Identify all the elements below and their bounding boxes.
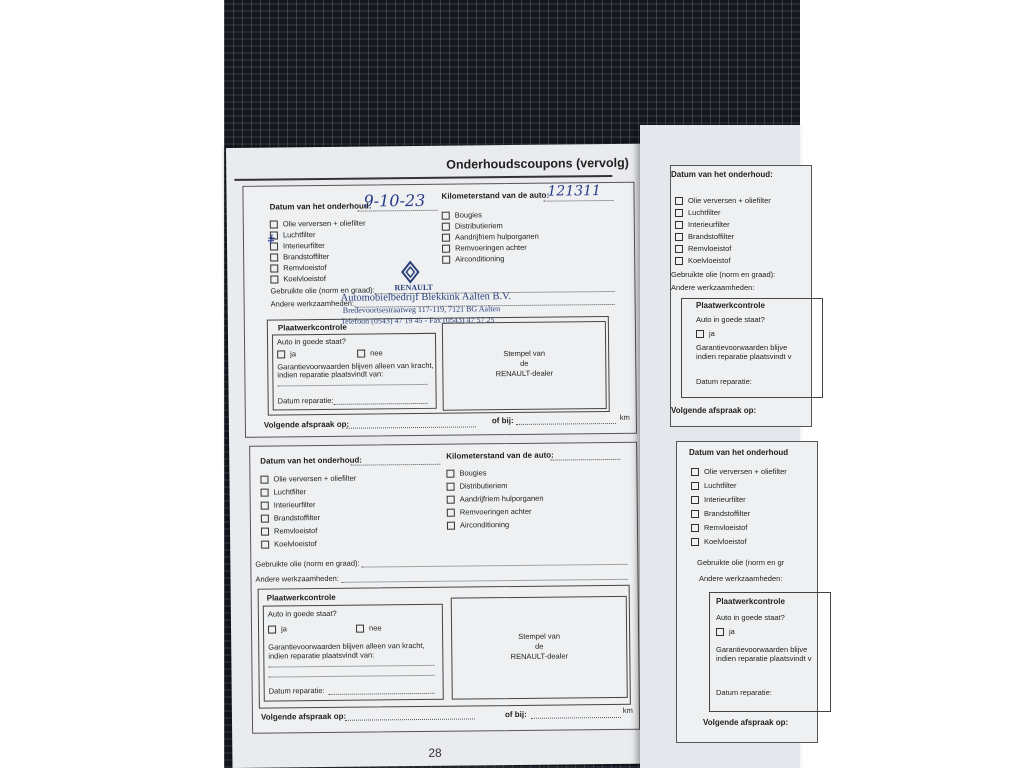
or-at-line <box>531 717 621 719</box>
checkbox[interactable] <box>691 510 699 518</box>
warranty-line-1: Garantievoorwaarden blijve <box>716 645 808 654</box>
checkbox[interactable] <box>442 245 450 253</box>
page-number: 28 <box>428 745 442 760</box>
repair-line <box>269 675 435 678</box>
repair-date-label: Datum reparatie: <box>268 685 325 696</box>
item-luchtfilter: Luchtfilter <box>675 208 721 217</box>
km-unit: km <box>619 412 630 422</box>
option-ja: ja <box>268 624 287 633</box>
stamp-brand: RENAULT <box>394 282 433 293</box>
used-oil-label: Gebruikte olie (norm en graad): <box>671 270 776 279</box>
checkbox[interactable] <box>270 253 278 261</box>
good-condition-question: Auto in goede staat? <box>696 315 765 324</box>
checkbox[interactable] <box>357 350 365 358</box>
coupon-4 <box>676 441 818 743</box>
handwritten-checkmark-icon: ǂ <box>267 232 275 249</box>
repair-date-label: Datum reparatie: <box>716 688 772 697</box>
checkbox[interactable] <box>356 625 364 633</box>
option-nee: nee <box>357 348 383 357</box>
checkbox[interactable] <box>442 223 450 231</box>
repair-line <box>277 384 427 387</box>
km-line <box>550 459 620 461</box>
dealer-stamp-box <box>442 321 607 411</box>
item-olie: Olie verversen + oliefilter <box>260 474 356 484</box>
checkbox[interactable] <box>691 468 699 476</box>
item-luchtfilter: Luchtfilter <box>270 230 316 239</box>
item-remvloeistof: Remvloeistof <box>270 263 326 273</box>
coupon-1-km-label: Kilometerstand van de auto: <box>441 190 550 201</box>
item-koelvloeistof: Koelvloeistof <box>691 537 747 546</box>
used-oil-label: Gebruikte olie (norm en graad): <box>270 285 375 296</box>
used-oil-label: Gebruikte olie (norm en gr <box>697 558 785 567</box>
plaatwerk-form <box>272 333 437 411</box>
checkbox[interactable] <box>261 502 269 510</box>
checkbox[interactable] <box>691 524 699 532</box>
stamp-address: Bredevoortsestraatweg 117-119, 7121 BG Aalten <box>342 304 501 315</box>
next-appointment-line <box>345 718 475 720</box>
item-brandstoffilter: Brandstoffilter <box>675 232 734 241</box>
stamp-placeholder: Stempel van de RENAULT-dealer <box>510 631 569 662</box>
warranty-line-1: Garantievoorwaarden blijven alleen van kracht, <box>277 360 434 372</box>
used-oil-label: Gebruikte olie (norm en graad): <box>255 558 360 569</box>
or-at-label: of bij: <box>504 709 527 720</box>
item-remvloeistof: Remvloeistof <box>691 523 747 532</box>
checkbox[interactable] <box>447 522 455 530</box>
next-appointment-label: Volgende afspraak op: <box>263 419 350 430</box>
checkbox[interactable] <box>696 330 704 338</box>
item-brandstoffilter: Brandstoffilter <box>261 513 320 523</box>
plaatwerk-form <box>263 604 444 702</box>
title-underline <box>234 175 612 181</box>
checkbox[interactable] <box>270 264 278 272</box>
booklet-right-page <box>640 125 812 768</box>
renault-logo-icon <box>402 262 418 282</box>
item-remvloeistof: Remvloeistof <box>675 244 731 253</box>
warranty-line-2: indien reparatie plaatsvindt van: <box>268 650 375 661</box>
checkbox[interactable] <box>675 233 683 241</box>
item-luchtfilter: Luchtfilter <box>261 487 307 496</box>
checkbox[interactable] <box>261 541 269 549</box>
checkbox[interactable] <box>261 515 269 523</box>
checkbox[interactable] <box>675 257 683 265</box>
plaatwerk-section <box>258 585 631 709</box>
repair-date-label: Datum reparatie: <box>277 395 334 406</box>
other-work-label: Andere werkzaamheden: <box>671 283 755 292</box>
or-at-line <box>516 423 616 425</box>
item-olie: Olie verversen + oliefilter <box>675 196 771 205</box>
checkbox[interactable] <box>447 483 455 491</box>
item-brandstoffilter: Brandstoffilter <box>270 252 329 262</box>
coupon-1-date-label: Datum van het onderhoud: <box>269 201 372 212</box>
item-interieurfilter: Interieurfilter <box>691 495 746 504</box>
next-appointment-label: Volgende afspraak op: <box>703 718 789 727</box>
checkbox[interactable] <box>716 628 724 636</box>
coupon-1 <box>242 182 637 438</box>
km-unit: km <box>622 705 633 715</box>
or-at-label: of bij: <box>491 416 514 426</box>
checkbox[interactable] <box>261 528 269 536</box>
checkbox[interactable] <box>277 350 285 358</box>
item-airconditioning: Airconditioning <box>442 254 504 264</box>
repair-date-label: Datum reparatie: <box>696 377 752 386</box>
plaatwerk-section <box>681 298 823 398</box>
next-appointment-label: Volgende afspraak op: <box>671 406 757 415</box>
checkbox[interactable] <box>447 509 455 517</box>
item-brandstoffilter: Brandstoffilter <box>691 509 750 518</box>
other-work-label: Andere werkzaamheden: <box>270 298 355 309</box>
checkbox[interactable] <box>446 470 454 478</box>
checkbox[interactable] <box>442 256 450 264</box>
coupon-3-date-label: Datum van het onderhoud: <box>671 170 773 179</box>
item-distributieriem: Distributieriem <box>442 221 503 231</box>
warranty-line-2: indien reparatie plaatsvindt v <box>696 352 792 361</box>
checkbox[interactable] <box>675 209 683 217</box>
good-condition-question: Auto in goede staat? <box>276 336 346 347</box>
checkbox[interactable] <box>260 476 268 484</box>
coupon-4-date-label: Datum van het onderhoud <box>689 448 789 457</box>
used-oil-line <box>361 564 627 568</box>
next-appointment-line <box>346 426 476 428</box>
checkbox[interactable] <box>675 221 683 229</box>
item-interieurfilter: Interieurfilter <box>675 220 730 229</box>
coupon-3 <box>670 165 812 427</box>
item-bougies: Bougies <box>446 468 486 477</box>
other-work-line <box>342 579 628 583</box>
item-bougies: Bougies <box>442 210 482 219</box>
checkbox[interactable] <box>261 489 269 497</box>
coupon-2 <box>249 442 640 734</box>
stamp-placeholder: Stempel van de RENAULT-dealer <box>495 348 554 379</box>
date-line <box>350 464 440 466</box>
item-remvloeistof: Remvloeistof <box>261 526 317 536</box>
plaatwerk-title: Plaatwerkcontrole <box>716 597 785 606</box>
item-koelvloeistof: Koelvloeistof <box>270 274 326 284</box>
plaatwerk-title: Plaatwerkcontrole <box>696 301 765 310</box>
checkbox[interactable] <box>442 234 450 242</box>
option-nee: nee <box>356 623 382 632</box>
checkbox[interactable] <box>270 275 278 283</box>
checkbox[interactable] <box>268 626 276 634</box>
page-title: Onderhoudscoupons (vervolg) <box>446 155 629 172</box>
item-interieurfilter: Interieurfilter <box>270 241 325 251</box>
item-interieurfilter: Interieurfilter <box>261 500 316 510</box>
item-airconditioning: Airconditioning <box>447 520 509 530</box>
booklet-left-page <box>226 143 670 768</box>
warranty-line-1: Garantievoorwaarden blijven alleen van kracht, <box>268 640 425 652</box>
other-work-label: Andere werkzaamheden: <box>255 573 339 584</box>
stamp-company: Automobielbedrijf Blekkink Aalten B.V. <box>340 291 512 304</box>
repair-date-line <box>329 693 435 695</box>
option-ja: ja <box>277 349 296 358</box>
item-aandrijfriem: Aandrijfriem hulporganen <box>442 232 539 242</box>
next-appointment-label: Volgende afspraak op: <box>260 711 347 722</box>
plaatwerk-title: Plaatwerkcontrole <box>266 592 336 603</box>
warranty-line-2: indien reparatie plaatsvindt v <box>716 654 812 663</box>
checkbox[interactable] <box>691 496 699 504</box>
checkbox[interactable] <box>442 212 450 220</box>
coupon-2-km-label: Kilometerstand van de auto: <box>446 450 554 461</box>
dealer-stamp-box <box>451 596 628 700</box>
handwritten-km: 121311 <box>547 183 602 200</box>
checkbox[interactable] <box>691 538 699 546</box>
option-ja: ja <box>696 329 715 338</box>
checkbox[interactable] <box>675 197 683 205</box>
km-line <box>544 200 614 202</box>
repair-line <box>268 665 434 668</box>
checkbox[interactable] <box>447 496 455 504</box>
plaatwerk-section <box>267 316 610 416</box>
coupon-2-date-label: Datum van het onderhoud: <box>260 455 363 466</box>
warranty-line-2: indien reparatie plaatsvindt van: <box>277 369 384 380</box>
repair-date-line <box>334 403 428 405</box>
checkbox[interactable] <box>270 220 278 228</box>
checkbox[interactable] <box>691 482 699 490</box>
option-ja: ja <box>716 627 735 636</box>
checkbox[interactable] <box>675 245 683 253</box>
item-remvoeringen: Remvoeringen achter <box>447 507 532 517</box>
item-olie: Olie verversen + oliefilter <box>691 467 787 476</box>
item-olie: Olie verversen + oliefilter <box>270 219 366 229</box>
plaatwerk-section <box>709 592 831 712</box>
item-koelvloeistof: Koelvloeistof <box>261 539 317 549</box>
item-koelvloeistof: Koelvloeistof <box>675 256 731 265</box>
plaatwerk-title: Plaatwerkcontrole <box>277 322 347 333</box>
good-condition-question: Auto in goede staat? <box>716 613 785 622</box>
other-work-label: Andere werkzaamheden: <box>699 574 783 583</box>
handwritten-date: 9-10-23 <box>363 190 426 211</box>
stamp-phone: Telefoon (0543) 47 19 45 - Fax (0543) 47 57 25 <box>340 315 495 326</box>
warranty-line-1: Garantievoorwaarden blijve <box>696 343 788 352</box>
good-condition-question: Auto in goede staat? <box>267 608 337 619</box>
item-remvoeringen: Remvoeringen achter <box>442 243 527 253</box>
item-distributieriem: Distributieriem <box>447 481 508 491</box>
item-luchtfilter: Luchtfilter <box>691 481 737 490</box>
item-aandrijfriem: Aandrijfriem hulporganen <box>447 494 544 504</box>
